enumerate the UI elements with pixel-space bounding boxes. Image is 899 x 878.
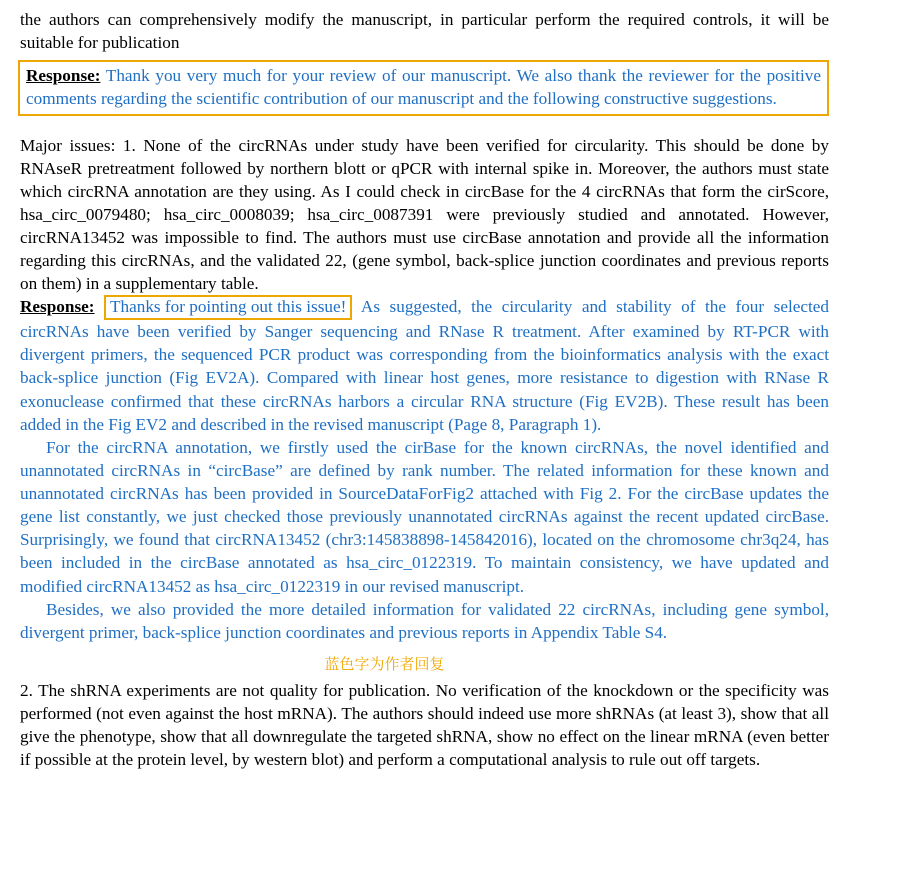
response-2-paragraph-3: Besides, we also provided the more detailed information for validated 22 circRNAs, including gene symbol, divergent primer, back-splice junction coordinates and previous reports in Appendix Table S4.: [20, 599, 829, 642]
response-1-highlight-box: [18, 60, 829, 115]
intro-paragraph-container: [0, 0, 899, 54]
response-1-paragraph: [26, 64, 821, 110]
major-issues-container: [0, 134, 899, 296]
spacer-after-response-1: [0, 116, 899, 134]
response-2-paragraph: [20, 295, 829, 435]
response-2-label: Response:: [20, 297, 95, 317]
response-2-paragraph-2: For the circRNA annotation, we firstly used the cirBase for the known circRNAs, the novel identified and unannotated circRNAs in “circBase” are defined by rank number. The related information for these known and unannotated circRNAs has been provided in SourceDataForFig2 attached with Fig 2. For the circBase updates the gene list constantly, we just checked those previously unannotated circRNAs against the recent updated circBase. Surprisingly, we found that circRNA13452 (chr3:145838898-145842016), located on the chromosome chr3q24, has been included in the circBase annotated as hsa_circ_0122319. To maintain consistency, we have updated and modified circRNA13452 as hsa_circ_0122319 in our revised manuscript.: [20, 437, 829, 596]
major-issues-paragraph: Major issues: 1. None of the circRNAs under study have been verified for circularity. This should be done by RNAseR pretreatment followed by northern blott or qPCR with internal spike in. Moreover, the authors must state which circRNA annotation are they using. As I could check in circBase for the 4 circRNAs that form the cirScore, hsa_circ_0079480; hsa_circ_0008039; hsa_circ_0087391 were previously studied and annotated. However, circRNA13452 was impossible to find. The authors must use circBase annotation and provide all the information regarding this circRNAs, and the validated 22, (gene symbol, back-splice junction coordinates and previous reports on them) in a supplementary table.: [20, 135, 829, 294]
response-2-boxed-text: Thanks for pointing out this issue!: [104, 295, 352, 320]
annotation-note: 蓝色字为作者回复: [324, 654, 445, 673]
issue-2-container: [0, 679, 899, 772]
response-1-text: Thank you very much for your review of our manuscript. We also thank the reviewer for the positive comments regarding the scientific contribution of our manuscript and the following constructive suggestions.: [26, 66, 821, 109]
issue-2-paragraph: 2. The shRNA experiments are not quality for publication. No verification of the knockdown or the specificity was performed (not even against the host mRNA). The authors should indeed use more shRNAs (at least 3), show that all give the phenotype, show that all downregulate the targeted shRNA, show no effect on the linear mRNA (even better if possible at the protein level, by western blot) and perform a computational analysis to rule out off targets.: [20, 681, 829, 770]
response-2-container: [0, 295, 899, 644]
intro-paragraph: the authors can comprehensively modify the manuscript, in particular perform the required controls, it will be suitable for publication: [20, 10, 829, 53]
response-2-continuation: As suggested, the circularity and stability of the four selected circRNAs have been verified by Sanger sequencing and RNase R treatment. After examined by RT-PCR with divergent primers, the sequenced PCR product was corresponding from the bioinformatics analysis with the exact back-splice junction (Fig EV2A). Compared with linear host genes, more resistance to digestion with RNase R exonuclease confirmed that these circRNAs harbors a circular RNA structure (Fig EV2B). These result has been added in the Fig EV2 and described in the revised manuscript (Page 8, Paragraph 1).: [20, 297, 829, 434]
response-1-label: Response:: [26, 66, 101, 86]
